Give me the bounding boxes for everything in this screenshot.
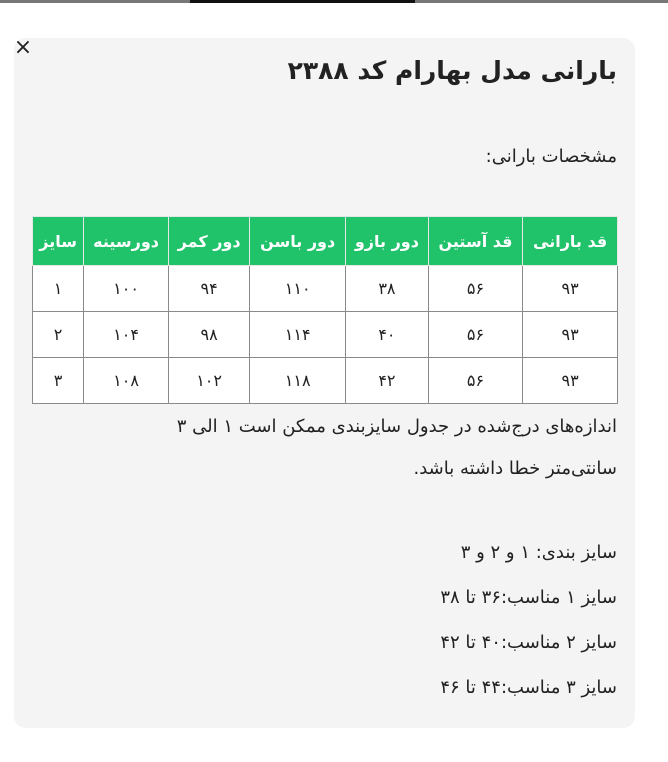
table-cell: ۴۲ [346,358,429,404]
table-cell: ۳۸ [346,266,429,312]
size-fit-line: سایز ۱ مناسب:۳۶ تا ۳۸ [440,587,617,608]
note-line: سانتی‌متر خطا داشته باشد. [413,458,617,479]
header-sleeve-length: قد آستین [428,217,522,266]
size-fit-line: سایز ۲ مناسب:۴۰ تا ۴۲ [440,632,617,653]
header-chest-circumference: دورسینه [84,217,169,266]
table-cell: ۱۰۰ [84,266,169,312]
table-row [33,358,618,404]
table-cell: ۵۶ [428,266,522,312]
table-cell: ۱۱۸ [250,358,346,404]
table-cell: ۴۰ [346,312,429,358]
size-info [217,530,617,710]
table-cell: ۱۱۰ [250,266,346,312]
table-cell: ۲ [33,312,84,358]
note-line: اندازه‌های درج‌شده در جدول سایزبندی ممکن است ۱ الی ۳ [176,416,617,437]
header-coat-length: قد بارانی [523,217,618,266]
table-cell: ۳ [33,358,84,404]
size-table-header-row [33,217,618,266]
header-hip-circumference: دور باسن [250,217,346,266]
header-size: سایز [33,217,84,266]
table-cell: ۹۳ [523,358,618,404]
table-cell: ۹۸ [168,312,249,358]
product-details-panel [14,38,635,728]
table-cell: ۱۰۸ [84,358,169,404]
close-icon[interactable]: × [13,34,33,60]
table-cell: ۵۶ [428,312,522,358]
product-title: بارانی مدل بهارام کد ۲۳۸۸ [287,56,617,85]
header-waist-circumference: دور کمر [168,217,249,266]
table-cell: ۱ [33,266,84,312]
top-edge-bar-right [415,0,668,3]
table-cell: ۹۳ [523,266,618,312]
size-fit-line: سایز ۳ مناسب:۴۴ تا ۴۶ [440,677,617,698]
table-cell: ۹۳ [523,312,618,358]
table-cell: ۹۴ [168,266,249,312]
table-row [33,312,618,358]
header-arm-circumference: دور بازو [346,217,429,266]
table-cell: ۱۰۴ [84,312,169,358]
top-edge-bar-center [190,0,415,3]
table-row [33,266,618,312]
table-cell: ۱۱۴ [250,312,346,358]
top-edge-bar-left [0,0,190,3]
sizing-label: سایز بندی: ۱ و ۲ و ۳ [460,542,617,563]
measurement-note [77,406,617,490]
size-table [32,216,618,404]
table-cell: ۱۰۲ [168,358,249,404]
table-cell: ۵۶ [428,358,522,404]
specs-label: مشخصات بارانی: [485,146,617,167]
